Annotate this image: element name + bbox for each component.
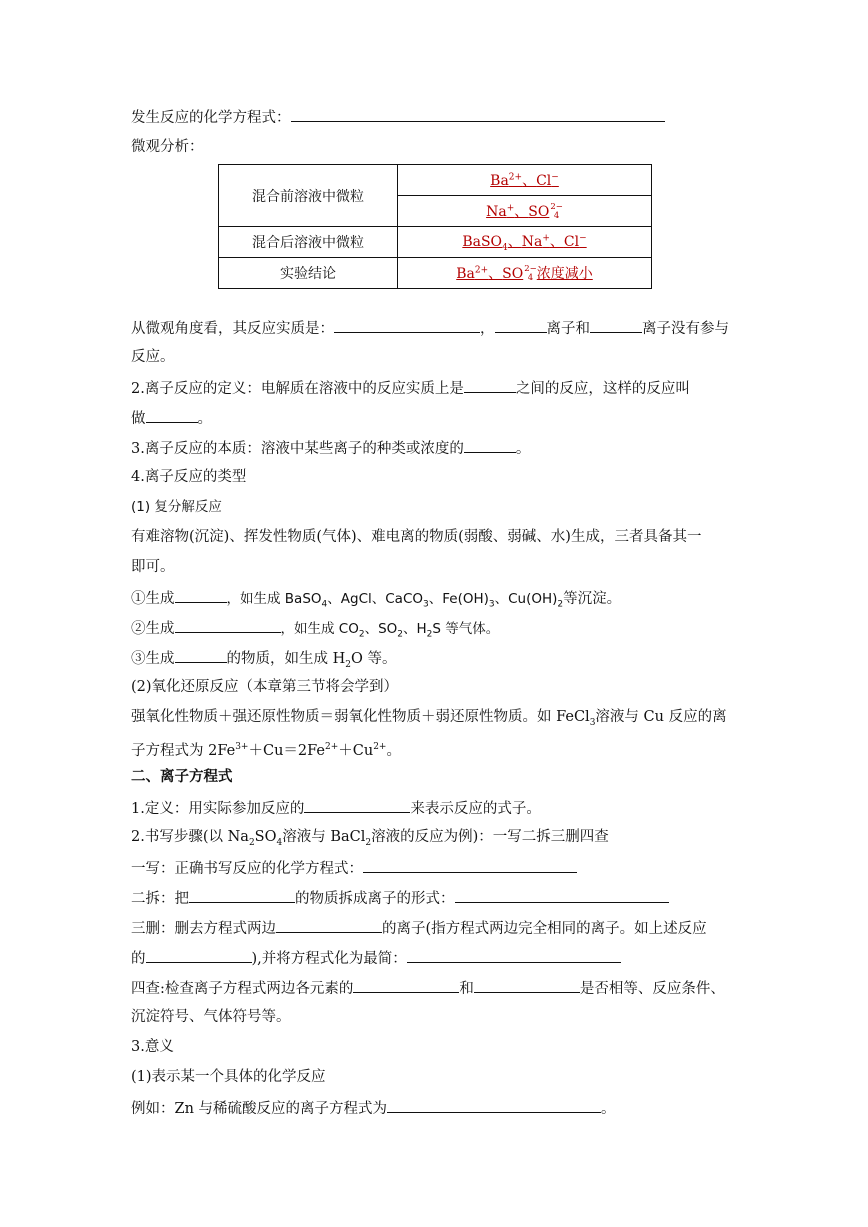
step-check-cont: 沉淀符号、气体符号等。: [131, 1009, 291, 1025]
essence-line: 从微观角度看，其反应实质是： ， 离子和 离子没有参与: [131, 317, 729, 339]
answer-blank[interactable]: [455, 887, 669, 903]
condition-3: ③生成 的物质，如生成 $H_2O$ 等。: [131, 647, 397, 675]
definition-line: 2.离子反应的定义：电解质在溶液中的反应实质上是 之间的反应，这样的反应叫: [131, 377, 690, 399]
answer-blank[interactable]: [387, 1097, 601, 1113]
answer-blank[interactable]: [464, 377, 516, 393]
micro-analysis-table: [218, 164, 652, 289]
step-delete: 三删：删去方程式两边 的离子(指方程式两边完全相同的离子。如上述反应: [131, 917, 707, 939]
significance-heading: 3.意义: [131, 1039, 174, 1055]
cell-before-a: $Ba^{2+}$、Cl−: [398, 165, 652, 196]
cell-after: BaSO$_4$、Na+、Cl−: [398, 227, 652, 258]
essence-line-cont: 反应。: [131, 349, 175, 365]
nature-line: 3.离子反应的本质：溶液中某些离子的种类或浓度的 。: [131, 437, 530, 459]
writing-steps: 2.书写步骤(以 $Na_2SO_4$溶液与 BaCl$_2$溶液的反应为例)：一写二拆三删四查: [131, 829, 609, 848]
step-check: 四查:检查离子方程式两边各元素的 和 是否相等、反应条件、: [131, 977, 725, 999]
ionic-eq-definition: 1.定义：用实际参加反应的 来表示反应的式子。: [131, 797, 541, 819]
definition-line-cont: 做 。: [131, 407, 212, 429]
answer-blank[interactable]: [353, 977, 459, 993]
step-delete-cont: 的 ),并将方程式化为最简：: [131, 947, 621, 969]
answer-blank[interactable]: [175, 587, 227, 603]
row-before-label: 混合前溶液中微粒: [219, 165, 398, 227]
answer-blank[interactable]: [189, 887, 295, 903]
answer-blank[interactable]: [276, 917, 382, 933]
answer-blank[interactable]: [334, 317, 480, 333]
example-line: 例如：Zn 与稀硫酸反应的离子方程式为 。: [131, 1097, 616, 1119]
condition-1: ①生成 ，如生成 BaSO$_4$、AgCl、CaCO$_3$、$Fe(OH)_3$、$Cu(OH)_2$等沉淀。: [131, 587, 621, 615]
answer-blank[interactable]: [464, 437, 516, 453]
cell-conclusion: $Ba^{2+}$、SO 2− 4 浓度减小: [398, 258, 652, 289]
answer-blank[interactable]: [474, 977, 580, 993]
cell-before-b: Na+、SO 2− 4: [398, 196, 652, 227]
metathesis-desc: 有难溶物(沉淀)、挥发性物质(气体)、难电离的物质(弱酸、弱碱、水)生成，三者具备其一: [131, 529, 702, 545]
reaction-equation-line: [131, 106, 665, 128]
step-split: 二拆：把 的物质拆成离子的形式：: [131, 887, 669, 909]
row-conclusion-label: 实验结论: [219, 258, 398, 289]
metathesis-heading: (1) 复分解反应: [131, 499, 222, 515]
metathesis-desc-cont: 即可。: [131, 559, 175, 575]
answer-blank[interactable]: [304, 797, 410, 813]
answer-blank[interactable]: [363, 857, 577, 873]
answer-blank[interactable]: [291, 106, 665, 122]
significance-1: (1)表示某一个具体的化学反应: [131, 1069, 326, 1085]
section-heading: 二、离子方程式: [131, 768, 233, 785]
answer-blank[interactable]: [146, 947, 252, 963]
row-after-label: 混合后溶液中微粒: [219, 227, 398, 258]
answer-blank[interactable]: [407, 947, 621, 963]
answer-blank[interactable]: [495, 317, 547, 333]
redox-desc-cont: 子方程式为 $2Fe^{3+}+Cu=2Fe^{2+}+Cu^{2+}$。: [131, 742, 401, 759]
condition-2: ②生成 ，如生成 $CO_2$、$SO_2$、$H_2S$ 等气体。: [131, 617, 499, 645]
answer-blank[interactable]: [146, 407, 198, 423]
step-write: 一写：正确书写反应的化学方程式：: [131, 857, 577, 879]
answer-blank[interactable]: [175, 617, 281, 633]
answer-blank[interactable]: [590, 317, 642, 333]
micro-analysis-label: 微观分析：: [131, 139, 204, 155]
redox-desc: 强氧化性物质＋强还原性物质＝弱氧化性物质＋弱还原性物质。如 FeCl$_3$溶液与 Cu 反应的离: [131, 709, 727, 728]
answer-blank[interactable]: [175, 647, 227, 663]
redox-heading: (2)氧化还原反应（本章第三节将会学到）: [131, 679, 399, 695]
prompt-text: 发生反应的化学方程式：: [131, 110, 291, 126]
types-heading: 4.离子反应的类型: [131, 469, 247, 485]
